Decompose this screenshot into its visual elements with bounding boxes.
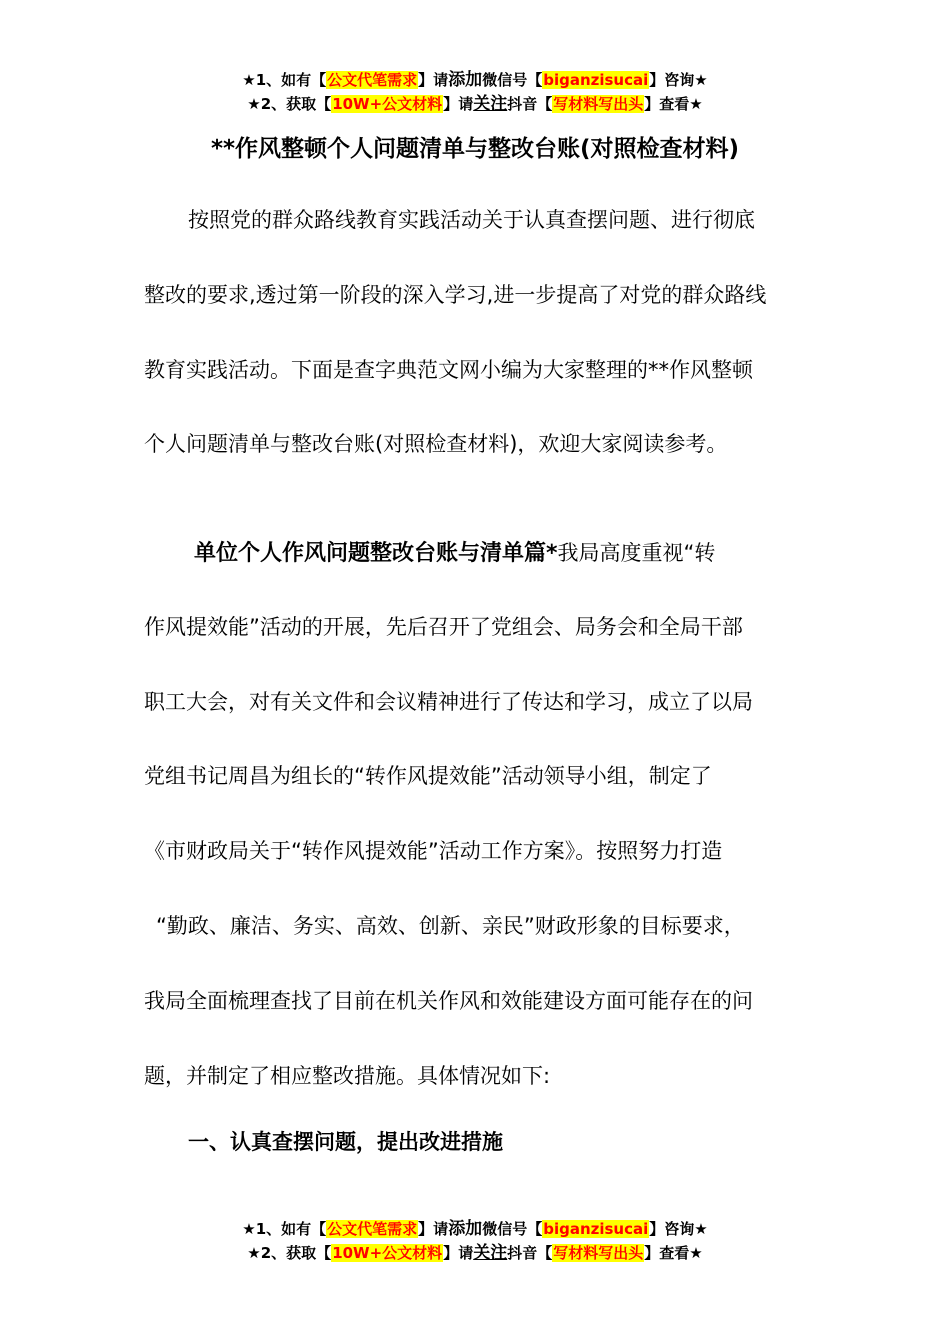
promo-highlight: 10W+公文材料 [332,95,443,113]
promo-text: 】请 [443,95,474,113]
promo-text: 】请 [443,1244,474,1262]
promo-emphasis: 关注 [473,1243,508,1263]
promo-banner-top [0,68,950,116]
promo-text: 】查看★ [644,1244,703,1262]
promo-highlight: 公文代笔需求 [327,1220,418,1238]
body-line: 题，并制定了相应整改措施。具体情况如下: [144,1064,551,1088]
promo-text: 微信号【 [482,1220,543,1238]
promo-text: 抖音【 [507,1244,553,1262]
promo-line-2 [0,92,950,116]
intro-line: 教育实践活动。下面是查字典范文网小编为大家整理的**作风整顿 [144,358,753,382]
promo-text: ★1、如有【 [242,1220,327,1238]
promo-text: 】咨询★ [649,71,708,89]
promo-emphasis: 添加 [448,70,483,90]
promo-emphasis: 关注 [473,94,508,114]
promo-text: 】请 [418,1220,449,1238]
body-line: 职工大会，对有关文件和会议精神进行了传达和学习，成立了以局 [144,690,753,714]
intro-line: 个人问题清单与整改台账(对照检查材料)，欢迎大家阅读参考。 [144,432,728,456]
section-heading: 一、认真查摆问题，提出改进措施 [188,1130,503,1154]
promo-line-1 [0,1217,950,1241]
promo-highlight: biganzisucai [543,71,649,89]
intro-line: 按照党的群众路线教育实践活动关于认真查摆问题、进行彻底 [188,208,755,232]
intro-line: 整改的要求,透过第一阶段的深入学习,进一步提高了对党的群众路线 [144,283,767,307]
section-text: 我局高度重视“转 [557,541,716,565]
promo-highlight: 10W+公文材料 [332,1244,443,1262]
promo-emphasis: 添加 [448,1219,483,1239]
promo-text: 微信号【 [482,71,543,89]
body-line: “勤政、廉洁、务实、高效、创新、亲民”财政形象的目标要求， [156,914,745,938]
body-line: 我局全面梳理查找了目前在机关作风和效能建设方面可能存在的问 [144,989,753,1013]
promo-banner-bottom [0,1217,950,1265]
promo-highlight: biganzisucai [543,1220,649,1238]
section-first-line [194,536,715,567]
promo-highlight: 写材料写出头 [553,95,644,113]
body-line: 作风提效能”活动的开展，先后召开了党组会、局务会和全局干部 [144,615,743,639]
body-line: 党组书记周昌为组长的“转作风提效能”活动领导小组，制定了 [144,764,712,788]
promo-text: ★1、如有【 [242,71,327,89]
promo-text: 】咨询★ [649,1220,708,1238]
promo-line-1 [0,68,950,92]
promo-line-2 [0,1241,950,1265]
document-title: **作风整顿个人问题清单与整改台账(对照检查材料) [210,136,740,162]
promo-text: ★2、获取【 [247,95,332,113]
promo-highlight: 写材料写出头 [553,1244,644,1262]
promo-highlight: 公文代笔需求 [327,71,418,89]
promo-text: 】查看★ [644,95,703,113]
promo-text: 抖音【 [507,95,553,113]
promo-text: 】请 [418,71,449,89]
promo-text: ★2、获取【 [247,1244,332,1262]
section-title: 单位个人作风问题整改台账与清单篇* [194,541,558,566]
body-line: 《市财政局关于“转作风提效能”活动工作方案》。按照努力打造 [144,839,723,863]
